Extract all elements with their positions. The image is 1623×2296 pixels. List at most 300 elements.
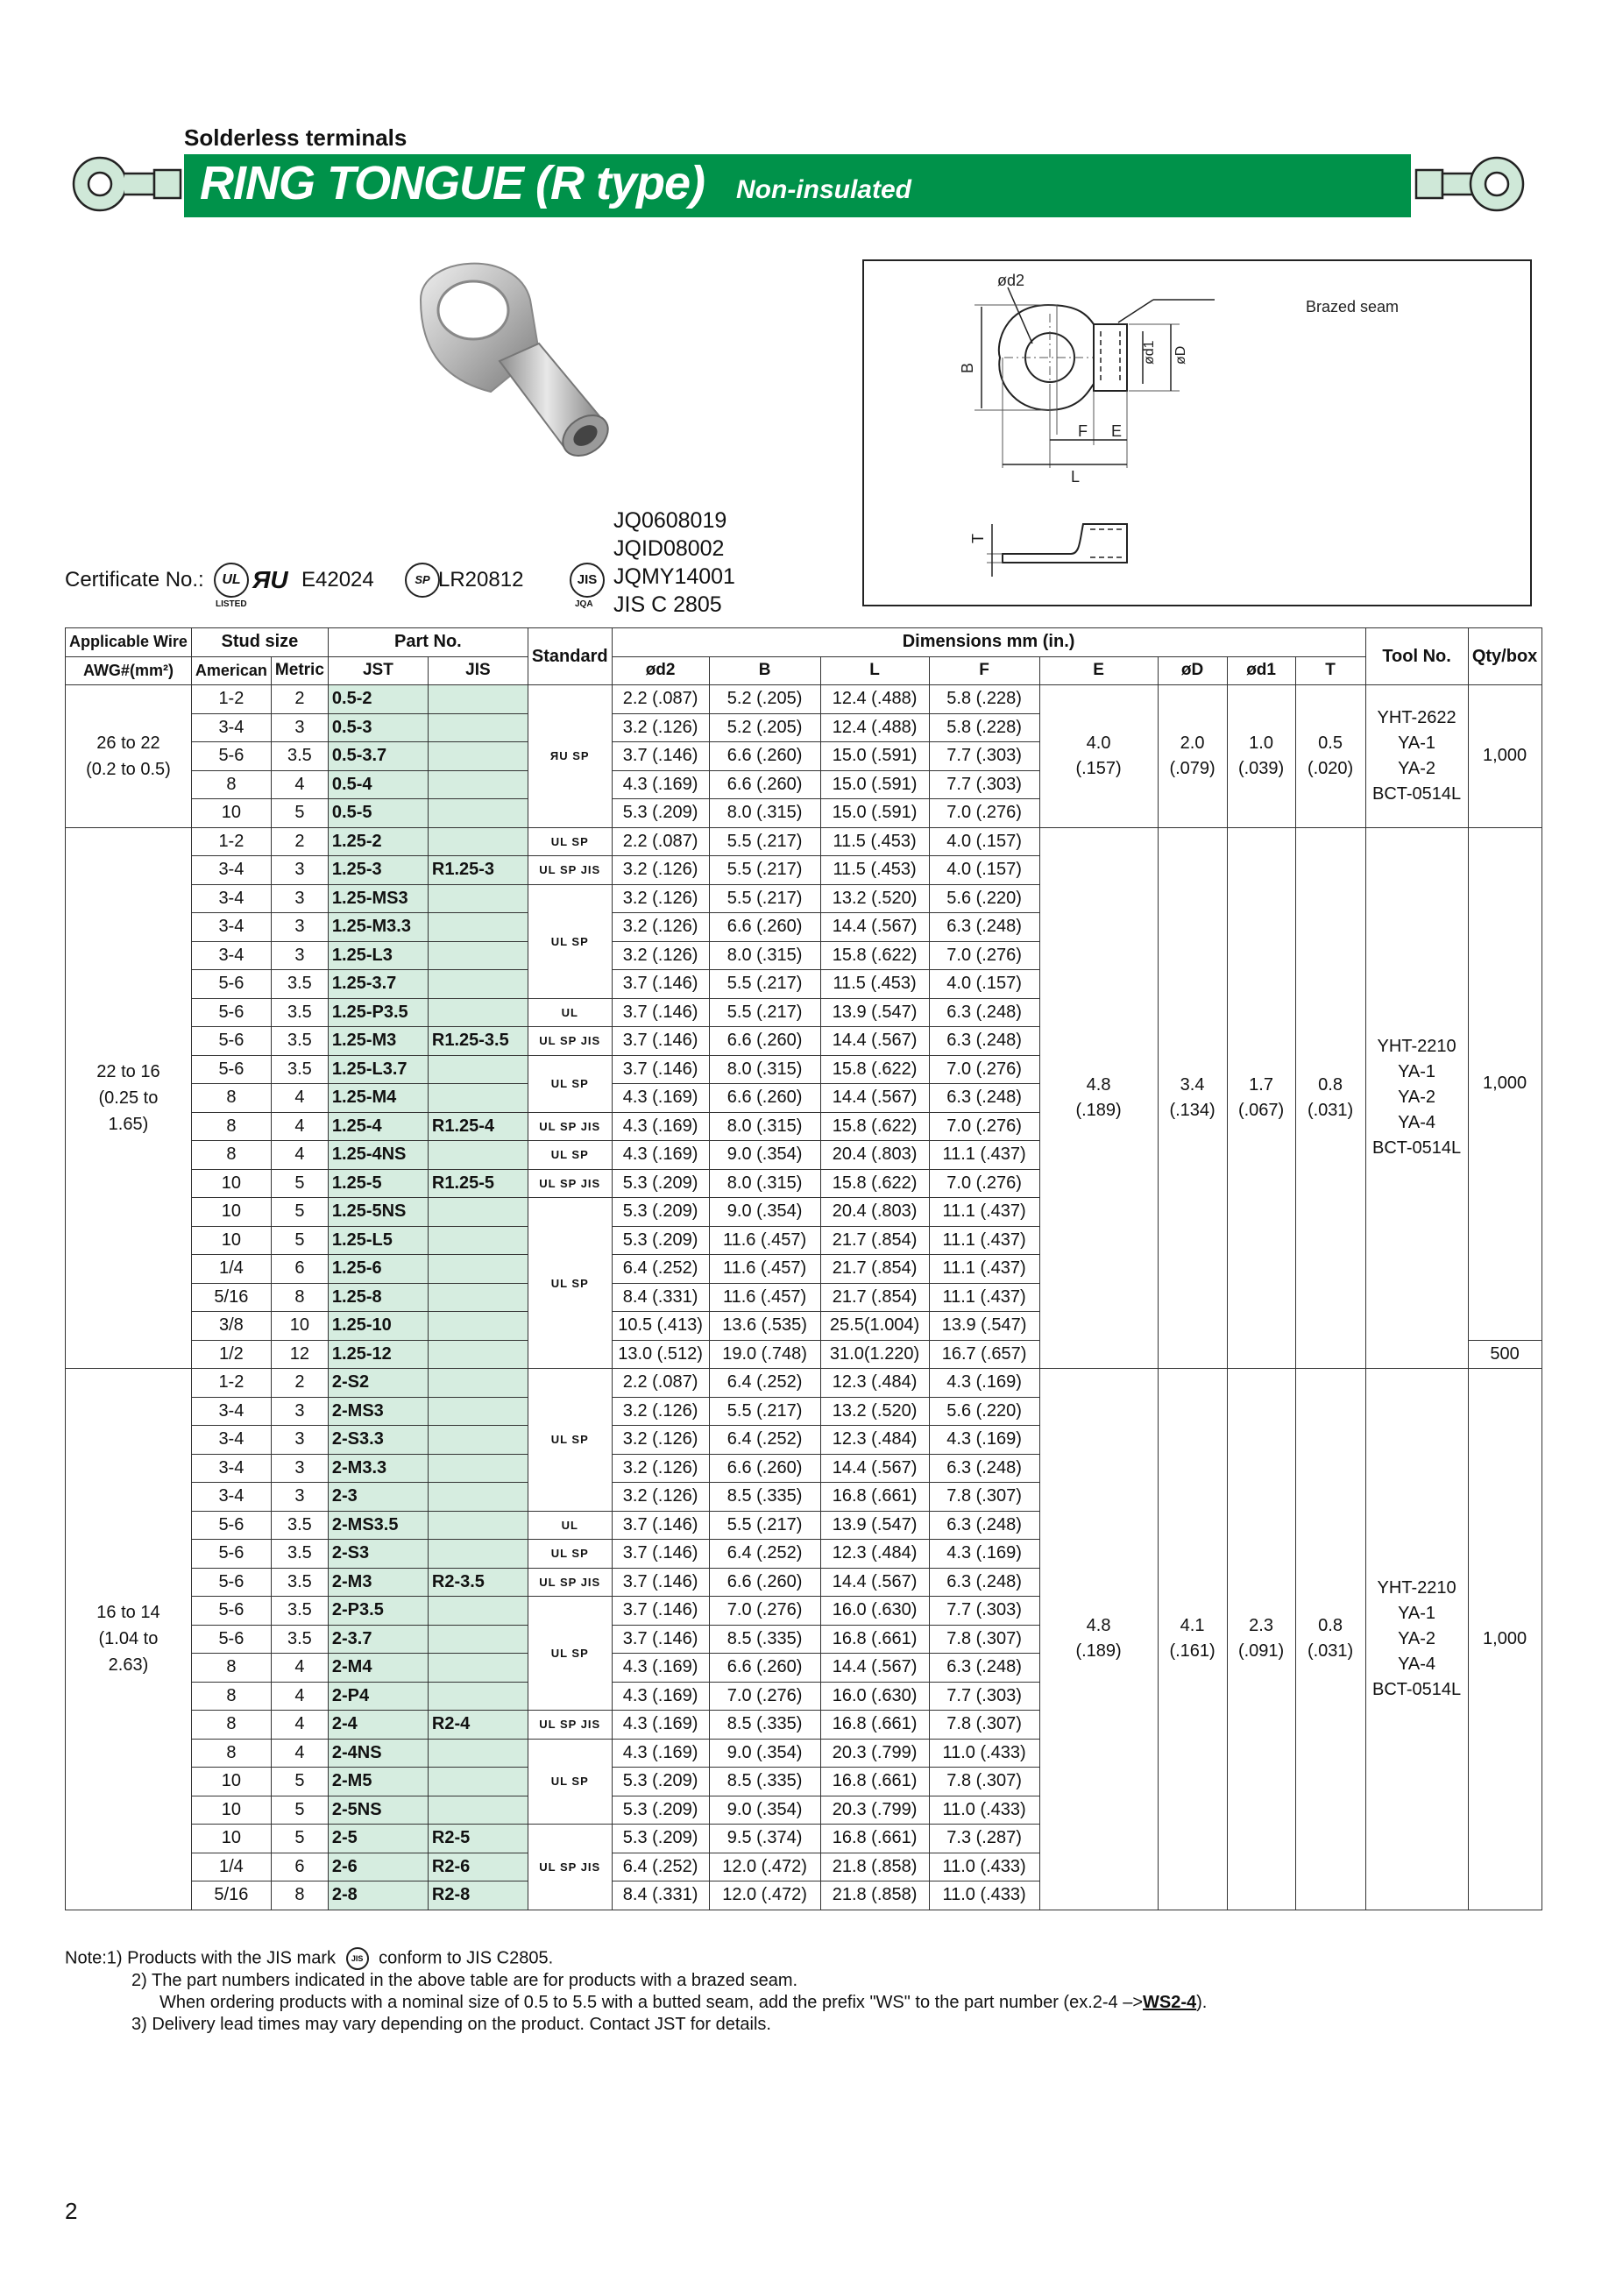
- standard-marks-cell: UL: [528, 998, 612, 1027]
- dim-B-cell: 13.6 (.535): [709, 1312, 820, 1341]
- stud-metric-cell: 3: [271, 913, 328, 942]
- header-qty: Qty/box: [1468, 628, 1541, 685]
- label-d1: ød1: [1142, 340, 1157, 365]
- dim-d2-cell: 4.3 (.169): [612, 1112, 709, 1141]
- stud-metric-cell: 8: [271, 1283, 328, 1312]
- standard-marks-cell: UL SP JIS: [528, 1711, 612, 1740]
- dim-F-cell: 11.1 (.437): [929, 1255, 1039, 1284]
- note-2b-end: ).: [1196, 1993, 1208, 2012]
- dim-F-cell: 4.3 (.169): [929, 1426, 1039, 1455]
- dim-D-cell-line: (.161): [1169, 1641, 1215, 1662]
- dim-L-cell: 15.8 (.622): [820, 941, 929, 970]
- dim-d2-cell: 3.2 (.126): [612, 713, 709, 742]
- jst-part-no-cell: 2-8: [328, 1881, 428, 1910]
- jis-part-no-cell: [428, 1739, 528, 1768]
- header-wire: Applicable Wire: [66, 628, 192, 657]
- dim-d2-cell: 3.7 (.146): [612, 1597, 709, 1626]
- dim-B-cell: 5.2 (.205): [709, 713, 820, 742]
- wire-size-cell-line: (0.25 to: [98, 1088, 159, 1108]
- dim-F-cell: 7.0 (.276): [929, 799, 1039, 828]
- standard-marks-cell: UL SP JIS: [528, 856, 612, 885]
- dim-d2-cell: 4.3 (.169): [612, 770, 709, 799]
- dim-B-cell: 5.5 (.217): [709, 998, 820, 1027]
- jst-part-no-cell: 0.5-2: [328, 685, 428, 714]
- jis-part-no-cell: [428, 827, 528, 856]
- stud-metric-cell: 10: [271, 1312, 328, 1341]
- jst-part-no-cell: 1.25-12: [328, 1340, 428, 1369]
- standard-marks-cell: UL SP: [528, 1739, 612, 1825]
- stud-american-cell: 1-2: [191, 1369, 271, 1398]
- dim-L-cell: 12.4 (.488): [820, 685, 929, 714]
- dim-L-cell: 16.8 (.661): [820, 1711, 929, 1740]
- jis-mark-icon: JIS: [346, 1947, 369, 1970]
- csa-mark-icon: SP: [405, 563, 440, 598]
- page-subtitle: Non-insulated: [736, 175, 911, 204]
- jst-part-no-cell: 1.25-3.7: [328, 970, 428, 999]
- stud-metric-cell: 3: [271, 941, 328, 970]
- dim-T-cell: [1295, 1369, 1365, 1910]
- stud-american-cell: 8: [191, 1084, 271, 1113]
- dim-L-cell: 12.3 (.484): [820, 1369, 929, 1398]
- stud-american-cell: 10: [191, 1796, 271, 1825]
- jst-part-no-cell: 1.25-M4: [328, 1084, 428, 1113]
- dim-B-cell: 5.5 (.217): [709, 884, 820, 913]
- jst-part-no-cell: 1.25-M3.3: [328, 913, 428, 942]
- dim-d2-cell: 5.3 (.209): [612, 1169, 709, 1198]
- header-F: F: [929, 656, 1039, 685]
- dim-L-cell: 21.7 (.854): [820, 1255, 929, 1284]
- jis-part-no-cell: [428, 713, 528, 742]
- stud-metric-cell: 3: [271, 713, 328, 742]
- dim-F-cell: 6.3 (.248): [929, 1654, 1039, 1683]
- dim-d2-cell: 5.3 (.209): [612, 1768, 709, 1796]
- dim-L-cell: 16.8 (.661): [820, 1768, 929, 1796]
- dim-L-cell: 20.4 (.803): [820, 1198, 929, 1227]
- dim-L-cell: 16.8 (.661): [820, 1825, 929, 1853]
- standard-marks-cell: UL: [528, 1511, 612, 1540]
- stud-american-cell: 1-2: [191, 685, 271, 714]
- jst-part-no-cell: 1.25-MS3: [328, 884, 428, 913]
- stud-metric-cell: 5: [271, 1825, 328, 1853]
- jst-part-no-cell: 2-M3.3: [328, 1454, 428, 1483]
- dim-T-cell-line: 0.8: [1318, 1074, 1343, 1095]
- dim-L-cell: 14.4 (.567): [820, 1084, 929, 1113]
- dim-d2-cell: 3.2 (.126): [612, 913, 709, 942]
- certificates: [65, 508, 748, 622]
- dim-L-cell: 16.0 (.630): [820, 1597, 929, 1626]
- stud-american-cell: 3-4: [191, 1426, 271, 1455]
- qty-box-cell: 1,000: [1468, 685, 1541, 828]
- dim-F-cell: 7.8 (.307): [929, 1483, 1039, 1512]
- dim-d2-cell: 3.7 (.146): [612, 1568, 709, 1597]
- note-2b: [65, 1992, 1207, 2014]
- stud-metric-cell: 3.5: [271, 1568, 328, 1597]
- qty-box-cell: 1,000: [1468, 827, 1541, 1340]
- jis-part-no-cell: [428, 998, 528, 1027]
- jis-part-no-cell: [428, 685, 528, 714]
- stud-metric-cell: 3.5: [271, 1511, 328, 1540]
- header-dims: Dimensions mm (in.): [612, 628, 1365, 657]
- jis-part-no-cell: [428, 742, 528, 771]
- dim-B-cell: 6.4 (.252): [709, 1426, 820, 1455]
- header-american: American: [191, 656, 271, 685]
- dim-L-cell: 12.4 (.488): [820, 713, 929, 742]
- dim-d2-cell: 3.2 (.126): [612, 1426, 709, 1455]
- dim-d1-cell-line: (.067): [1237, 1100, 1285, 1120]
- dim-E-cell-line: (.157): [1075, 758, 1122, 778]
- jis-cert-number: JIS C 2805: [613, 592, 722, 617]
- header-d2: ød2: [612, 656, 709, 685]
- stud-american-cell: 5-6: [191, 1568, 271, 1597]
- dim-L-cell: 20.4 (.803): [820, 1141, 929, 1170]
- header-E: E: [1039, 656, 1158, 685]
- wire-size-cell-line: (0.2 to 0.5): [86, 759, 171, 779]
- wire-size-cell-line: (1.04 to: [98, 1629, 159, 1649]
- dim-L-cell: 21.8 (.858): [820, 1881, 929, 1910]
- jis-part-no-cell: [428, 1084, 528, 1113]
- dim-B-cell: 6.6 (.260): [709, 913, 820, 942]
- stud-american-cell: 3-4: [191, 856, 271, 885]
- tool-no-cell-line: YA-2: [1398, 1088, 1436, 1108]
- dim-B-cell: 11.6 (.457): [709, 1283, 820, 1312]
- dim-d2-cell: 2.2 (.087): [612, 685, 709, 714]
- dim-d2-cell: 4.3 (.169): [612, 1711, 709, 1740]
- stud-metric-cell: 3: [271, 1454, 328, 1483]
- page-number: 2: [65, 2198, 78, 2224]
- dim-L-cell: 16.8 (.661): [820, 1625, 929, 1654]
- dim-D-cell: [1158, 827, 1227, 1369]
- jst-part-no-cell: 2-MS3.5: [328, 1511, 428, 1540]
- wire-size-cell: [66, 685, 192, 828]
- jis-part-no-cell: [428, 1426, 528, 1455]
- jis-part-no-cell: R2-5: [428, 1825, 528, 1853]
- qty-box-cell: 500: [1468, 1340, 1541, 1369]
- stud-metric-cell: 4: [271, 1682, 328, 1711]
- dim-d1-cell-line: (.039): [1237, 758, 1285, 778]
- jis-cert-number: JQ0608019: [613, 508, 727, 533]
- tool-no-cell-line: YA-1: [1398, 1062, 1436, 1082]
- stud-metric-cell: 3.5: [271, 998, 328, 1027]
- dim-L-cell: 13.2 (.520): [820, 1397, 929, 1426]
- product-photo: [386, 247, 640, 484]
- dim-E-cell-line: 4.8: [1086, 1074, 1111, 1095]
- ul-number: E42024: [301, 568, 374, 592]
- dim-d2-cell: 10.5 (.413): [612, 1312, 709, 1341]
- stud-american-cell: 1/4: [191, 1255, 271, 1284]
- dim-T-cell-line: (.020): [1307, 758, 1354, 778]
- jst-part-no-cell: 2-3: [328, 1483, 428, 1512]
- standard-marks-cell: UL SP: [528, 1141, 612, 1170]
- dim-d2-cell: 5.3 (.209): [612, 1825, 709, 1853]
- dim-F-cell: 7.7 (.303): [929, 742, 1039, 771]
- dim-F-cell: 11.0 (.433): [929, 1739, 1039, 1768]
- wire-size-cell-line: 26 to 22: [96, 733, 160, 753]
- dim-d2-cell: 3.2 (.126): [612, 1397, 709, 1426]
- dim-B-cell: 5.5 (.217): [709, 970, 820, 999]
- stud-metric-cell: 3.5: [271, 970, 328, 999]
- dim-d2-cell: 3.7 (.146): [612, 998, 709, 1027]
- jst-part-no-cell: 1.25-P3.5: [328, 998, 428, 1027]
- stud-american-cell: 10: [191, 1825, 271, 1853]
- dim-D-cell: [1158, 1369, 1227, 1910]
- note-2b-text: When ordering products with a nominal size of 0.5 to 5.5 with a butted seam, add the prefix "WS" to the part number (ex.2-4 –>: [159, 1993, 1144, 2012]
- jst-part-no-cell: 2-S2: [328, 1369, 428, 1398]
- stud-american-cell: 5-6: [191, 1027, 271, 1056]
- stud-american-cell: 5/16: [191, 1881, 271, 1910]
- qty-box-cell: 1,000: [1468, 1369, 1541, 1910]
- dim-d1-cell: [1227, 1369, 1295, 1910]
- jst-part-no-cell: 0.5-3: [328, 713, 428, 742]
- dim-E-cell-line: 4.8: [1086, 1616, 1111, 1636]
- table-row: [66, 685, 1542, 714]
- label-T: T: [969, 534, 987, 543]
- ul-listed-caption: LISTED: [216, 599, 247, 609]
- dim-F-cell: 7.8 (.307): [929, 1711, 1039, 1740]
- stud-american-cell: 3-4: [191, 941, 271, 970]
- jst-part-no-cell: 1.25-5: [328, 1169, 428, 1198]
- stud-metric-cell: 4: [271, 1711, 328, 1740]
- jst-part-no-cell: 2-6: [328, 1853, 428, 1881]
- dim-F-cell: 7.0 (.276): [929, 941, 1039, 970]
- stud-metric-cell: 3.5: [271, 1055, 328, 1084]
- dim-B-cell: 11.6 (.457): [709, 1226, 820, 1255]
- dim-D-cell-line: (.134): [1169, 1100, 1215, 1120]
- dim-F-cell: 13.9 (.547): [929, 1312, 1039, 1341]
- dim-d2-cell: 4.3 (.169): [612, 1084, 709, 1113]
- dim-L-cell: 15.0 (.591): [820, 742, 929, 771]
- dim-F-cell: 7.3 (.287): [929, 1825, 1039, 1853]
- dim-d2-cell: 4.3 (.169): [612, 1654, 709, 1683]
- dim-D-cell-line: 4.1: [1180, 1616, 1205, 1636]
- dim-L-cell: 11.5 (.453): [820, 856, 929, 885]
- header-tool: Tool No.: [1365, 628, 1468, 685]
- wire-size-cell-line: 1.65): [108, 1114, 149, 1134]
- notes: [65, 1947, 1207, 2036]
- jis-part-no-cell: R1.25-3: [428, 856, 528, 885]
- dim-B-cell: 8.0 (.315): [709, 1055, 820, 1084]
- dim-T-cell-line: 0.5: [1318, 733, 1343, 753]
- dim-d2-cell: 5.3 (.209): [612, 1198, 709, 1227]
- jst-part-no-cell: 1.25-L3.7: [328, 1055, 428, 1084]
- stud-american-cell: 3-4: [191, 1483, 271, 1512]
- dim-E-cell: [1039, 827, 1158, 1369]
- stud-american-cell: 1/2: [191, 1340, 271, 1369]
- jis-part-no-cell: [428, 1198, 528, 1227]
- dim-B-cell: 6.6 (.260): [709, 1568, 820, 1597]
- jst-part-no-cell: 2-3.7: [328, 1625, 428, 1654]
- dim-d2-cell: 4.3 (.169): [612, 1739, 709, 1768]
- jst-part-no-cell: 1.25-M3: [328, 1027, 428, 1056]
- dim-F-cell: 11.1 (.437): [929, 1283, 1039, 1312]
- tool-no-cell-line: BCT-0514L: [1371, 1679, 1462, 1699]
- note-2: 2) The part numbers indicated in the above table are for products with a brazed seam.: [131, 1971, 798, 1990]
- stud-american-cell: 8: [191, 1739, 271, 1768]
- stud-metric-cell: 3: [271, 1426, 328, 1455]
- dim-F-cell: 7.0 (.276): [929, 1055, 1039, 1084]
- dim-d1-cell: [1227, 685, 1295, 828]
- dim-B-cell: 6.6 (.260): [709, 770, 820, 799]
- jst-part-no-cell: 2-5NS: [328, 1796, 428, 1825]
- ul-recognized-mark-icon: ЯU: [252, 566, 288, 593]
- spec-table-body: [66, 685, 1542, 1910]
- dim-B-cell: 11.6 (.457): [709, 1255, 820, 1284]
- jst-part-no-cell: 0.5-3.7: [328, 742, 428, 771]
- jis-part-no-cell: [428, 1483, 528, 1512]
- stud-metric-cell: 5: [271, 1226, 328, 1255]
- header-d1: ød1: [1227, 656, 1295, 685]
- dim-L-cell: 14.4 (.567): [820, 913, 929, 942]
- dim-L-cell: 13.9 (.547): [820, 998, 929, 1027]
- dim-d1-cell-line: 2.3: [1249, 1616, 1273, 1636]
- stud-american-cell: 10: [191, 1768, 271, 1796]
- dim-L-cell: 25.5(1.004): [820, 1312, 929, 1341]
- dim-B-cell: 5.5 (.217): [709, 1511, 820, 1540]
- jst-part-no-cell: 1.25-2: [328, 827, 428, 856]
- dim-d2-cell: 13.0 (.512): [612, 1340, 709, 1369]
- jis-part-no-cell: [428, 770, 528, 799]
- jst-part-no-cell: 2-4: [328, 1711, 428, 1740]
- jis-part-no-cell: [428, 1597, 528, 1626]
- wire-size-cell-line: 2.63): [108, 1655, 149, 1676]
- dim-L-cell: 21.8 (.858): [820, 1853, 929, 1881]
- stud-american-cell: 1/4: [191, 1853, 271, 1881]
- tool-no-cell: [1365, 827, 1468, 1369]
- dim-D-cell: [1158, 685, 1227, 828]
- header-D: øD: [1158, 656, 1227, 685]
- tool-no-cell-line: YA-2: [1398, 758, 1436, 778]
- dim-F-cell: 4.3 (.169): [929, 1369, 1039, 1398]
- header-jis: JIS: [428, 656, 528, 685]
- dim-L-cell: 14.4 (.567): [820, 1654, 929, 1683]
- stud-metric-cell: 3: [271, 1397, 328, 1426]
- dim-F-cell: 6.3 (.248): [929, 1454, 1039, 1483]
- stud-american-cell: 5-6: [191, 1055, 271, 1084]
- dim-B-cell: 12.0 (.472): [709, 1853, 820, 1881]
- header-T: T: [1295, 656, 1365, 685]
- dimension-drawing: [862, 259, 1532, 606]
- jst-part-no-cell: 2-S3.3: [328, 1426, 428, 1455]
- dim-d2-cell: 4.3 (.169): [612, 1141, 709, 1170]
- jst-part-no-cell: 2-P3.5: [328, 1597, 428, 1626]
- stud-metric-cell: 3.5: [271, 1625, 328, 1654]
- dim-B-cell: 8.0 (.315): [709, 799, 820, 828]
- standard-marks-cell: UL SP JIS: [528, 1825, 612, 1910]
- jst-part-no-cell: 1.25-3: [328, 856, 428, 885]
- dim-B-cell: 9.0 (.354): [709, 1739, 820, 1768]
- dim-d2-cell: 5.3 (.209): [612, 1796, 709, 1825]
- title-banner: [184, 154, 1411, 217]
- dim-B-cell: 7.0 (.276): [709, 1682, 820, 1711]
- stud-metric-cell: 2: [271, 685, 328, 714]
- label-E: E: [1111, 422, 1123, 440]
- dim-E-cell-line: (.189): [1075, 1100, 1122, 1120]
- jis-part-no-cell: [428, 1369, 528, 1398]
- stud-american-cell: 5-6: [191, 970, 271, 999]
- stud-american-cell: 3-4: [191, 713, 271, 742]
- stud-american-cell: 5-6: [191, 1511, 271, 1540]
- jis-mark-icon: JIS: [570, 563, 605, 598]
- dim-d2-cell: 3.2 (.126): [612, 856, 709, 885]
- header-B: B: [709, 656, 820, 685]
- jst-part-no-cell: 2-5: [328, 1825, 428, 1853]
- dim-F-cell: 4.0 (.157): [929, 856, 1039, 885]
- dim-d2-cell: 2.2 (.087): [612, 1369, 709, 1398]
- dim-B-cell: 8.0 (.315): [709, 1169, 820, 1198]
- stud-metric-cell: 5: [271, 1169, 328, 1198]
- label-F: F: [1078, 422, 1088, 440]
- dim-L-cell: 15.0 (.591): [820, 770, 929, 799]
- dim-F-cell: 6.3 (.248): [929, 913, 1039, 942]
- tool-no-cell-line: YHT-2622: [1377, 707, 1456, 727]
- wire-size-cell-line: 16 to 14: [96, 1603, 160, 1623]
- dim-F-cell: 7.7 (.303): [929, 1597, 1039, 1626]
- stud-american-cell: 8: [191, 1112, 271, 1141]
- dim-d2-cell: 5.3 (.209): [612, 799, 709, 828]
- wire-size-cell: [66, 827, 192, 1369]
- stud-metric-cell: 3: [271, 1483, 328, 1512]
- stud-american-cell: 10: [191, 1169, 271, 1198]
- dim-d2-cell: 3.7 (.146): [612, 1027, 709, 1056]
- dim-d2-cell: 3.7 (.146): [612, 1511, 709, 1540]
- stud-metric-cell: 2: [271, 827, 328, 856]
- stud-metric-cell: 8: [271, 1881, 328, 1910]
- dim-d2-cell: 3.7 (.146): [612, 1540, 709, 1569]
- dim-F-cell: 6.3 (.248): [929, 1568, 1039, 1597]
- jis-cert-number: JQMY14001: [613, 564, 735, 589]
- stud-american-cell: 10: [191, 799, 271, 828]
- dim-F-cell: 11.0 (.433): [929, 1881, 1039, 1910]
- standard-marks-cell: UL SP: [528, 827, 612, 856]
- dim-B-cell: 5.5 (.217): [709, 856, 820, 885]
- stud-american-cell: 3-4: [191, 913, 271, 942]
- dim-E-cell: [1039, 1369, 1158, 1910]
- tool-no-cell-line: YA-4: [1398, 1113, 1436, 1133]
- standard-marks-cell: UL SP: [528, 884, 612, 998]
- dim-B-cell: 5.5 (.217): [709, 827, 820, 856]
- stud-american-cell: 5-6: [191, 1625, 271, 1654]
- dim-B-cell: 6.4 (.252): [709, 1540, 820, 1569]
- label-brazed-seam: Brazed seam: [1306, 298, 1400, 315]
- stud-american-cell: 10: [191, 1226, 271, 1255]
- dim-B-cell: 6.6 (.260): [709, 1027, 820, 1056]
- dim-B-cell: 5.5 (.217): [709, 1397, 820, 1426]
- header-standard: Standard: [528, 628, 612, 685]
- dim-d2-cell: 6.4 (.252): [612, 1255, 709, 1284]
- jst-part-no-cell: 2-S3: [328, 1540, 428, 1569]
- jis-part-no-cell: R1.25-5: [428, 1169, 528, 1198]
- dim-F-cell: 6.3 (.248): [929, 1027, 1039, 1056]
- dim-F-cell: 6.3 (.248): [929, 1084, 1039, 1113]
- stud-american-cell: 8: [191, 1711, 271, 1740]
- dim-B-cell: 8.0 (.315): [709, 1112, 820, 1141]
- dim-B-cell: 8.5 (.335): [709, 1625, 820, 1654]
- dim-L-cell: 31.0(1.220): [820, 1340, 929, 1369]
- jis-part-no-cell: R2-6: [428, 1853, 528, 1881]
- jis-part-no-cell: [428, 1682, 528, 1711]
- dim-B-cell: 6.4 (.252): [709, 1369, 820, 1398]
- jis-part-no-cell: [428, 941, 528, 970]
- stud-metric-cell: 4: [271, 1141, 328, 1170]
- dim-d2-cell: 2.2 (.087): [612, 827, 709, 856]
- standard-marks-cell: UL SP JIS: [528, 1027, 612, 1056]
- dim-T-cell-line: 0.8: [1318, 1616, 1343, 1636]
- stud-metric-cell: 3: [271, 856, 328, 885]
- dim-d2-cell: 3.2 (.126): [612, 1483, 709, 1512]
- dim-F-cell: 5.6 (.220): [929, 884, 1039, 913]
- dim-F-cell: 11.0 (.433): [929, 1796, 1039, 1825]
- ring-terminal-icon-left: [67, 149, 184, 219]
- tool-no-cell-line: BCT-0514L: [1371, 1138, 1462, 1159]
